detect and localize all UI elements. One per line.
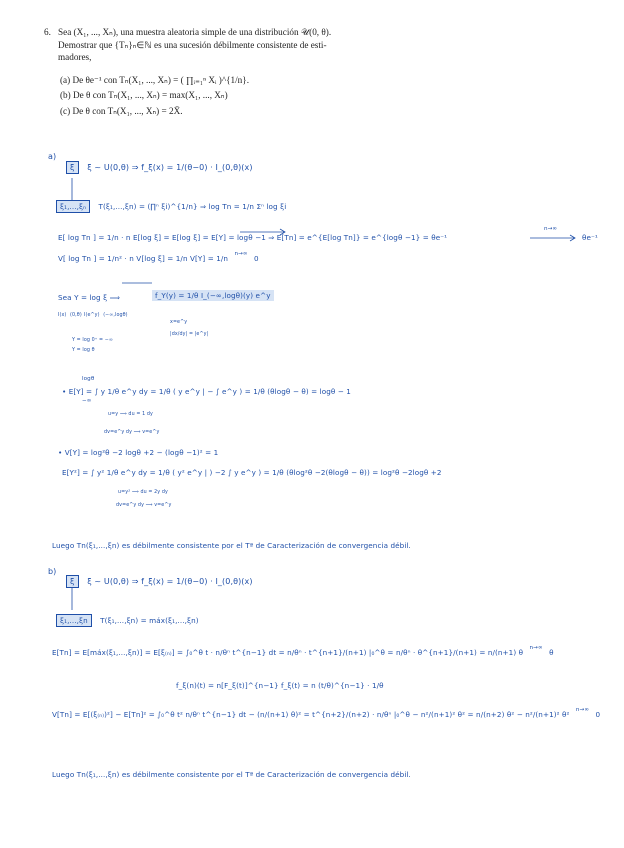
part-a-var-result: 0 [254,254,259,263]
part-a-expect-limit: n→∞ [544,226,558,232]
ey-bound-bottom: −∞ [82,398,92,404]
part-b-conclusion: Luego Tn(ξ₁,...,ξn) es débilmente consistente por el Tª de Caracterización de convergencia débil. [52,770,411,779]
sample-box-b: ξ₁,...,ξn [56,614,92,627]
substitution-y-upper: Y = log θ [72,348,95,353]
ey-parts-v: dv=e^y dy ⟹ v=e^y [104,430,160,435]
part-b-expect-result: θ [549,648,554,657]
vy-formula: • V[Y] = log²θ −2 logθ +2 − (logθ −1)² = 1 [58,448,219,457]
sample-box: ξ₁,...,ξₙ [56,200,90,213]
ey-parts-u: u=y ⟹ du = 1 dy [108,412,153,417]
ey-formula: • E[Y] = ∫ y 1/θ e^y dy = 1/θ ( y e^y | − ∫ e^y ) = 1/θ (θlogθ − θ) = logθ − 1 [62,387,351,396]
problem-line-1: 6. Sea (X₁, ..., Xₙ), una muestra aleatoria simple de una distribución 𝒰(0, θ). [44,27,332,37]
ey-bound-top: logθ [82,376,95,382]
option-c: (c) De θ con Tₙ(X₁, ..., Xₙ) = 2X̄. [60,105,183,116]
part-a-variance: V[ log Tn ] = 1/n² · n V[log ξ] = 1/n V[Y] = 1/n $^{n\to\infty}$ 0 [58,251,259,263]
substitution-indicator-x: I(x) (0,θ) [58,313,82,318]
substitution-indicator-ey: I(e^y) (−∞,logθ) [84,313,128,318]
xi-box-b: ξ [66,575,79,588]
part-b-distribution: ξ ~ U(0,θ) ⇒ f_ξ(x) = 1/(θ−0) · I_(0,θ)(x) [87,577,253,586]
substitution-definition: Sea Y = log ξ ⟹ [58,293,120,302]
ey2-parts-v: dv=e^y dy ⟹ v=e^y [116,503,172,508]
part-a-distribution: ξ ~ U(0,θ) ⇒ f_ξ(x) = 1/(θ−0) · I_(0,θ)(x) [87,163,253,172]
part-b-variance: V[Tn] = E[(ξ₍ₙ₎)²] − E[Tn]² = ∫₀^θ t² n/θⁿ t^{n−1} dt − (n/(n+1) θ)² = t^{n+2}/(n+2) · n/θⁿ |₀^θ − n²/(n+1)² θ² = n/(n+2) θ² − n²/(n+1)² θ² $^{n\to\infty}$ 0 [52,707,601,719]
part-b-var-limit: n→∞ [575,707,590,713]
stroke-arrow-limit-a2 [530,235,575,241]
part-b-statistic: T(ξ₁,...,ξn) = máx(ξ₁,...,ξn) [100,616,199,625]
part-a-label: a) [48,152,57,161]
ey2-parts-u: u=y² ⟹ du = 2y dy [118,490,168,495]
ey2-formula: E[Y²] = ∫ y² 1/θ e^y dy = 1/θ ( y² e^y | ) −2 ∫ y e^y ) = 1/θ (θlog²θ −2(θlogθ − θ)) = log²θ −2logθ +2 [62,468,442,477]
problem-number: 6. [44,27,51,37]
substitution-x: x=e^y [170,320,188,325]
problem-line-2: Demostrar que {Tₙ}ₙ∈ℕ es una sucesión débilmente consistente de esti- [58,39,327,50]
xi-box: ξ [66,161,79,174]
part-a-var-limit: n→∞ [234,251,248,257]
part-a-expectation: E[ log Tn ] = 1/n · n E[log ξ] = E[log ξ] = E[Y] = logθ −1 ⇒ E[Tn] = e^{E[log Tn]} = e^{logθ −1} = θe⁻¹ [58,233,448,242]
part-b-expectation: E[Tn] = E[máx(ξ₁,...,ξn)] = E[ξ₍ₙ₎] = ∫₀^θ t · n/θⁿ t^{n−1} dt = n/θⁿ · t^{n+1}/(n+1) |₀^θ = n/θⁿ · θ^{n+1}/(n+1) = n/(n+1) θ $^{n\to\infty}$ θ [52,645,554,657]
substitution-y-lower: Y = log 0⁺ = −∞ [72,338,114,343]
part-a-conclusion: Luego Tn(ξ₁,...,ξn) es débilmente consistente por el Tª de Caracterización de convergencia débil. [52,541,411,550]
option-a: (a) De θe⁻¹ con Tₙ(X₁, ..., Xₙ) = ( ∏ᵢ₌₁ⁿ Xᵢ )^{1/n}. [60,74,249,85]
part-a-random-var [66,163,253,172]
problem-line-3: madores, [58,52,92,62]
substitution-density: f_Y(y) = 1/θ I_(−∞,logθ)(y) e^y [152,291,274,300]
part-b-var-result: 0 [595,710,601,719]
part-b-order-density: f_ξ(n)(t) = n[F_ξ(t)]^{n−1} f_ξ(t) = n (t/θ)^{n−1} · 1/θ [176,681,384,690]
part-a-statistic-row [56,202,286,211]
part-b-label: b) [48,567,57,576]
part-b-expect-limit: n→∞ [529,645,543,651]
part-a-expect-result: θe⁻¹ [582,233,598,242]
part-b-statistic-row [56,616,199,625]
option-b: (b) De θ con Tₙ(X₁, ..., Xₙ) = max(X₁, ..., Xₙ) [60,90,228,100]
substitution-jacobian: |dx/dy| = |e^y| [170,332,209,337]
part-a-statistic: T(ξ₁,...,ξn) = (∏ⁿ ξi)^{1/n} ⇒ log Tn = 1/n Σⁿ log ξi [98,202,287,211]
part-b-random-var [66,577,253,586]
